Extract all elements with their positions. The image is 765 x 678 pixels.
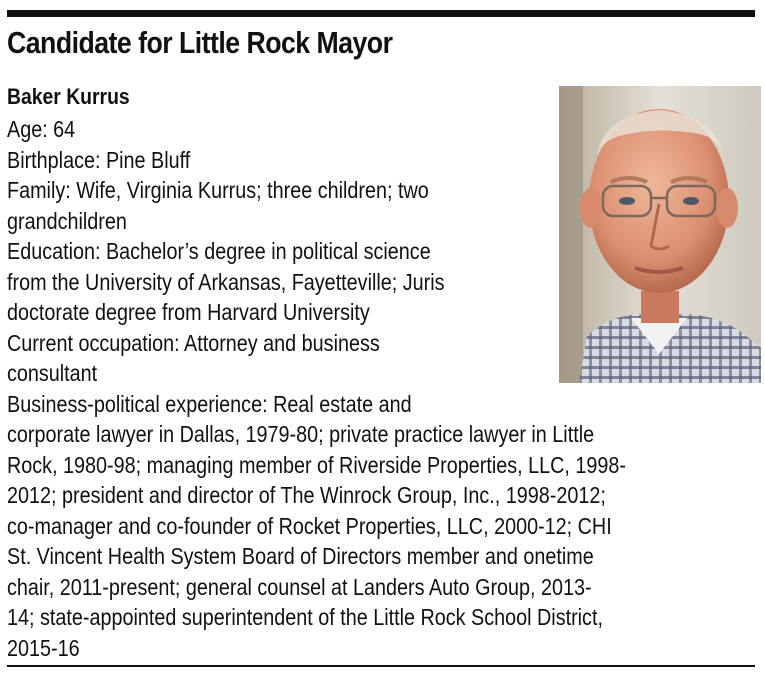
bio-education-cont-2: doctorate degree from Harvard University	[7, 299, 370, 325]
bio-family-cont: grandchildren	[7, 207, 127, 234]
bio-family: Family: Wife, Virginia Kurrus; three children; two	[7, 177, 429, 203]
portrait-illustration	[559, 86, 761, 383]
bio-education: Education: Bachelor’s degree in political science	[7, 238, 431, 264]
bottom-rule	[7, 665, 755, 667]
bio-birthplace: Birthplace: Pine Bluff	[7, 146, 191, 173]
bio-education-cont: from the University of Arkansas, Fayetteville; Juris	[7, 268, 445, 295]
bio-experience-cont: co-manager and co-founder of Rocket Properties, LLC, 2000-12; CHI	[7, 512, 612, 539]
bio-experience: Business-political experience: Real estate and	[7, 390, 412, 417]
bio-experience-cont: 2012; president and director of The Winrock Group, Inc., 1998-2012;	[7, 482, 606, 508]
bio-experience-cont: 14; state-appointed superintendent of the Little Rock School District,	[7, 604, 603, 630]
candidate-bio	[7, 114, 626, 663]
bio-experience-cont: 2015-16	[7, 634, 80, 661]
bio-occupation-cont: consultant	[7, 360, 98, 386]
bio-experience-cont: chair, 2011-present; general counsel at Landers Auto Group, 2013-	[7, 573, 592, 600]
candidate-name: Baker Kurrus	[7, 84, 130, 109]
bio-experience-cont: Rock, 1980-98; managing member of Riverside Properties, LLC, 1998-	[7, 451, 626, 478]
candidate-photo	[559, 86, 761, 383]
bio-experience-cont: St. Vincent Health System Board of Directors member and onetime	[7, 543, 594, 569]
top-rule	[7, 10, 755, 17]
page-title: Candidate for Little Rock Mayor	[7, 25, 393, 60]
bio-age: Age: 64	[7, 116, 76, 142]
bio-occupation: Current occupation: Attorney and business	[7, 329, 380, 356]
bio-experience-cont: corporate lawyer in Dallas, 1979-80; private practice lawyer in Little	[7, 421, 595, 447]
